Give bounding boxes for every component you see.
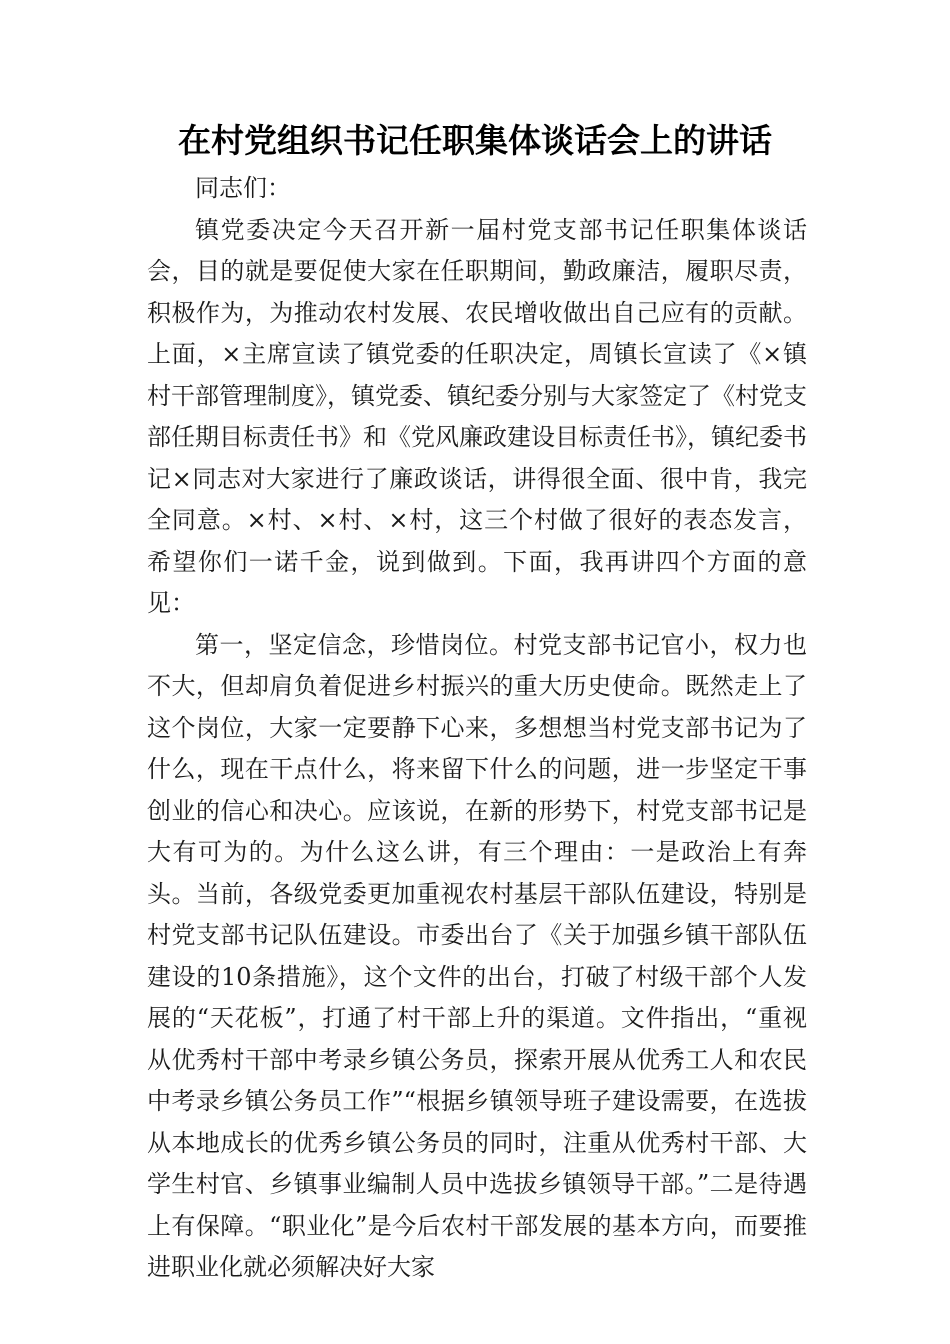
paragraph-first-point: 第一，坚定信念，珍惜岗位。村党支部书记官小，权力也不大，但却肩负着促进乡村振兴的重大历史使命。既然走上了这个岗位，大家一定要静下心来，多想想当村党支部书记为了什么，现在干点什么，将来留下什么的问题，进一步坚定干事创业的信心和决心。应该说，在新的形势下，村党支部书记是大有可为的。为什么这么讲，有三个理由：一是政治上有奔头。当前，各级党委更加重视农村基层干部队伍建设，特别是村党支部书记队伍建设。市委出台了《关于加强乡镇干部队伍建设的10条措施》，这个文件的出台，打破了村级干部个人发展的“天花板”，打通了村干部上升的渠道。文件指出，“重视从优秀村干部中考录乡镇公务员，探索开展从优秀工人和农民中考录乡镇公务员工作”“根据乡镇领导班子建设需要，在选拔从本地成长的优秀乡镇公务员的同时，注重从优秀村干部、大学生村官、乡镇事业编制人员中选拔乡镇领导干部。”二是待遇上有保障。“职业化”是今后农村干部发展的基本方向，而要推进职业化就必须解决好大家 — [147, 630, 807, 1281]
salutation: 同志们： — [195, 174, 291, 202]
paragraph-intro: 镇党委决定今天召开新一届村党支部书记任职集体谈话会，目的就是要促使大家在任职期间，勤政廉洁，履职尽责，积极作为，为推动农村发展、农民增收做出自己应有的贡献。上面，×主席宣读了镇党委的任职决定，周镇长宣读了《×镇村干部管理制度》，镇党委、镇纪委分别与大家签定了《村党支部任期目标责任书》和《党风廉政建设目标责任书》，镇纪委书记×同志对大家进行了廉政谈话，讲得很全面、很中肯，我完全同意。×村、×村、×村，这三个村做了很好的表态发言，希望你们一诺千金，说到做到。下面，我再讲四个方面的意见： — [147, 215, 807, 617]
document-body — [147, 168, 807, 1289]
document-title: 在村党组织书记任职集体谈话会上的讲话 — [178, 121, 772, 160]
